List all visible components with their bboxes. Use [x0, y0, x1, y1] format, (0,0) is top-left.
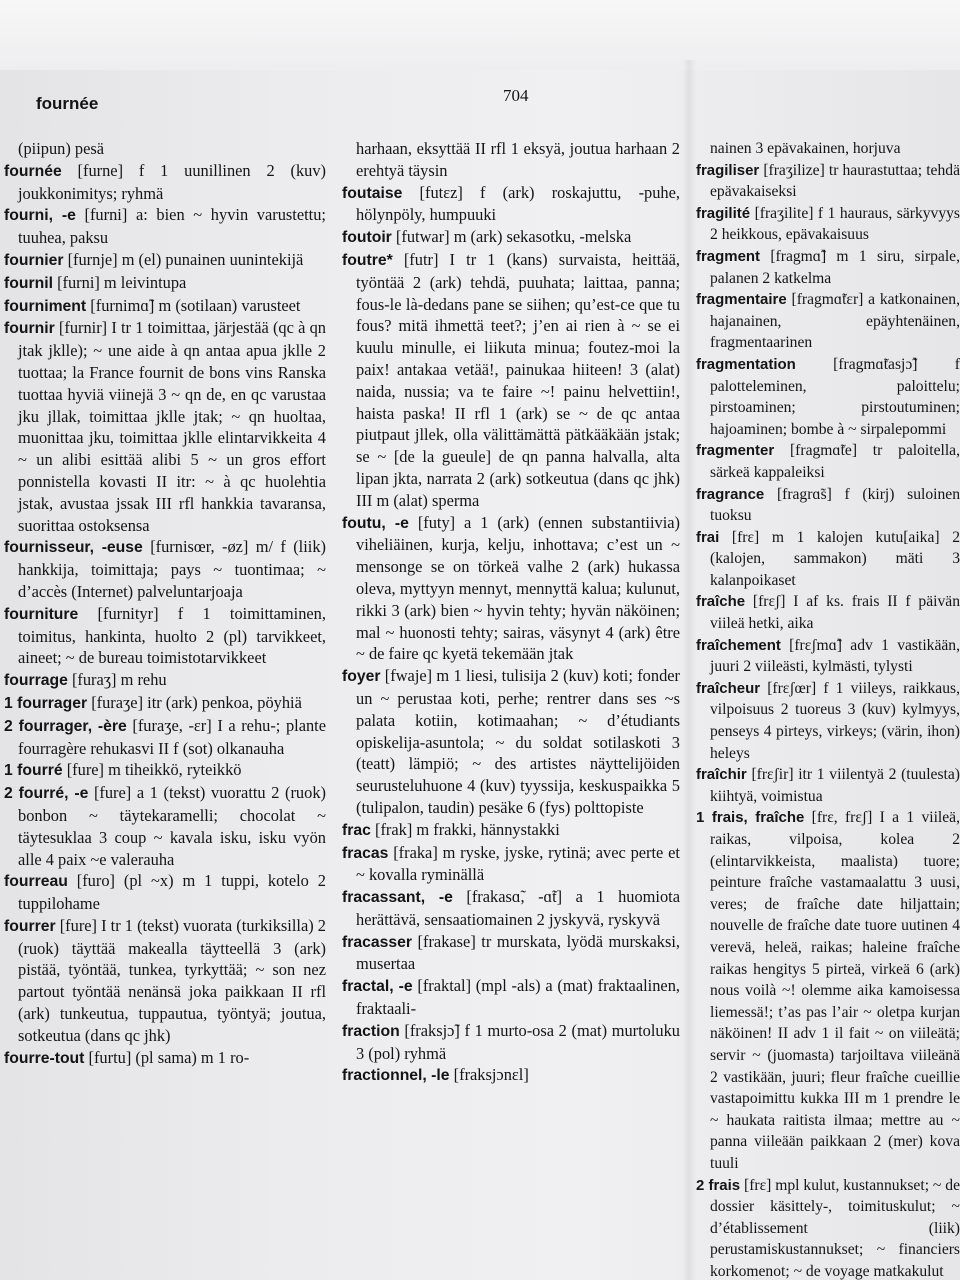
- dictionary-entry: [4, 1047, 326, 1070]
- entry-definition: [furnir] I tr 1 toimittaa, järjestää (qc à qn jtak jklle); ~ une aide à qn antaa apua jklle 2 tuottaa; la France fournit de bons vins Ranska tuottaa hyviä viinejä 3 ~ qn de, en qc varustaa jku jllak, toimittaa jklle jtak; ~ qn huoltaa, muonittaa jku, toimittaa jklle elintarvikkeita 4 ~ un alibi esittää alibi 5 ~ un gros effort ponnistella kovasti II itr: ~ à qc huolehtia jstak, avustaa jssak III rfl hankkia tavaransa, suorittaa ostoksensa: [18, 318, 326, 535]
- entry-headword: fourre-tout: [4, 1049, 85, 1067]
- entry-headword: fragmentation: [696, 355, 796, 373]
- dictionary-entry: [4, 204, 326, 249]
- dictionary-entry: [696, 527, 960, 592]
- entry-definition: [fragmɑ̃tasjɔ̃] f palotteleminen, paloittelu; pirstoaminen; pirstoutuminen; hajoaminen; bombe à ~ sirpalepommi: [710, 355, 960, 438]
- entry-definition: [fragmɑ̃tɛr] a katkonainen, hajanainen, epäyhtenäinen, fragmentaarinen: [710, 291, 960, 352]
- dictionary-entry: [342, 249, 680, 512]
- entry-definition: [fwaje] m 1 liesi, tulisija 2 (kuv) koti; fonder un ~ perustaa koti, perhe; rentrer dans ses ~s palata kotiin, kotimaahan; ~ d’étudiants opiskelija-asuntola; ~ du soldat sotilaskoti 3 (teatt) lämpiö; ~ des artistes näyttelijöiden seurusteluhuone 4 (kuv) tyyssija, keskuspaikka 5 (tulipalon, taudin) pesäke 6 (fys) polttopiste: [356, 666, 680, 817]
- entry-definition: [frɛʃœr] f 1 viileys, raikkaus, vilpoisuus 2 tuoreus 3 (kuv) kylmyys, penseys 4 pirteys, virkeys; (värin, ihon) heleys: [710, 679, 960, 762]
- dictionary-entry: [342, 819, 680, 842]
- page-gutter: [682, 60, 696, 1280]
- dictionary-entry: [696, 484, 960, 527]
- entry-definition: [furaʒe, -ɛr] I a rehu-; plante fourragère rehukasvi II f (sot) olkanauha: [18, 715, 326, 758]
- dictionary-entry: [4, 692, 326, 715]
- dictionary-entry: [4, 669, 326, 692]
- dictionary-entry: [342, 975, 680, 1020]
- entry-definition: [frɛ] m 1 kalojen kutu[aika] 2 (kalojen, sammakon) mäti 3 kalanpoikaset: [710, 528, 960, 589]
- entry-headword: foutu, -e: [342, 514, 409, 532]
- dictionary-entry: [696, 203, 960, 246]
- entry-definition: [furne] f 1 uunillinen 2 (kuv) joukkonimitys; ryhmä: [18, 160, 326, 203]
- dictionary-entry: [4, 295, 326, 318]
- entry-definition: (piipun) pesä: [18, 139, 105, 158]
- dictionary-entry: [4, 536, 326, 602]
- entry-headword: 1 fourré: [4, 762, 63, 780]
- entry-headword: fracasser: [342, 933, 412, 951]
- entry-definition: harhaan, eksyttää II rfl 1 eksyä, joutua harhaan 2 erehtyä täysin: [356, 139, 680, 180]
- entry-definition: [frɛʃ] I af ks. frais II f päivän viileä hetki, aika: [710, 593, 960, 633]
- entry-headword: fourrer: [4, 917, 56, 935]
- entry-headword: fourrage: [4, 672, 68, 690]
- entry-headword: fournée: [4, 162, 62, 180]
- entry-definition: [fraka] m ryske, jyske, rytinä; avec perte et ~ kovalla ryminällä: [356, 842, 680, 885]
- dictionary-entry: [696, 635, 960, 678]
- entry-definition: [furaʒ] m rehu: [71, 670, 167, 690]
- entry-headword: 1 fourrager: [4, 694, 88, 712]
- column-2: [342, 138, 680, 1280]
- entry-headword: 1 frais, fraîche: [696, 809, 805, 827]
- entry-definition: [frɛ] mpl kulut, kustannukset; ~ de dossier käsittely-, toimituskulut; ~ d’établissement (liik) perustamiskustannukset; ~ financiers korkomenot; ~ de voyage matkakulut: [710, 1176, 960, 1280]
- entry-definition: [furni] a: bien ~ hyvin varustettu; tuuhea, paksu: [18, 205, 326, 248]
- dictionary-entry: [342, 1064, 680, 1087]
- dictionary-entry: [696, 440, 960, 483]
- entry-definition: [furni] m leivintupa: [57, 272, 187, 292]
- entry-definition: [futwar] m (ark) sekasotku, -melska: [395, 227, 632, 247]
- entry-headword: fournir: [4, 320, 55, 338]
- entry-definition: [furtu] (pl sama) m 1 ro-: [88, 1047, 250, 1067]
- entry-headword: fracassant, -e: [342, 889, 453, 907]
- entry-definition: [frɛʃir] itr 1 viilentyä 2 (tuulesta) kiihtyä, voimistua: [710, 766, 960, 805]
- entry-definition: nainen 3 epävakainen, horjuva: [710, 140, 901, 157]
- dictionary-entry: [4, 272, 326, 295]
- dictionary-entry: [342, 1020, 680, 1065]
- entry-headword: fractal, -e: [342, 978, 413, 996]
- entry-definition: [frɛʃmɑ̃] adv 1 vastikään, juuri 2 viileästi, kylmästi, tylysti: [710, 636, 960, 676]
- entry-headword: fraîche: [696, 593, 746, 611]
- entry-definition: [furaʒe] itr (ark) penkoa, pöyhiä: [91, 692, 302, 712]
- dictionary-entry: [696, 764, 960, 807]
- entry-headword: fraîchement: [696, 636, 781, 654]
- entry-headword: frac: [342, 821, 371, 839]
- entry-definition: [fraktal] (mpl -als) a (mat) fraktaalinen, fraktaali-: [356, 976, 680, 1019]
- entry-definition: [fragmɑ̃] m 1 siru, sirpale, palanen 2 katkelma: [710, 247, 960, 287]
- entry-definition: [fragmɑ̃te] tr paloitella, särkeä kappaleiksi: [710, 442, 960, 481]
- dictionary-entry: [696, 807, 960, 1174]
- dictionary-entry: [696, 289, 960, 354]
- entry-definition: [furnje] m (el) punainen uunintekijä: [67, 249, 304, 269]
- entry-headword: 2 fourrager, -ère: [4, 717, 127, 735]
- dictionary-entry: [4, 870, 326, 915]
- dictionary-entry: [696, 591, 960, 634]
- entry-definition: [fraksjɔnɛl]: [453, 1065, 529, 1085]
- entry-headword: fournil: [4, 274, 53, 292]
- entry-headword: frai: [696, 528, 720, 546]
- entry-headword: fraction: [342, 1022, 400, 1040]
- entry-headword: fracas: [342, 844, 389, 862]
- entry-headword: fragilité: [696, 204, 751, 222]
- dictionary-entry: [4, 915, 326, 1047]
- entry-headword: fourni, -e: [4, 207, 76, 225]
- entry-definition: [fure] I tr 1 (tekst) vuorata (turkiksilla) 2 (ruok) täyttää makealla täytteellä 3 (ark) pistää, työntää, tunkea, tyrkyttää; ~ son nez partout työntää nenänsä joka paikkaan II rfl (ark) tunkeutua, tuppautua, työntyä; joutua, sotkeutua (dans qc jhk): [18, 915, 326, 1045]
- dictionary-entry: [696, 246, 960, 289]
- dictionary-entry: [4, 603, 326, 669]
- entry-headword: fourreau: [4, 873, 68, 891]
- entry-definition: [furo] (pl ~x) m 1 tuppi, kotelo 2 tuppilohame: [18, 871, 326, 914]
- dictionary-entry: [342, 886, 680, 931]
- dictionary-entry: [4, 138, 326, 160]
- entry-headword: fournier: [4, 251, 64, 269]
- entry-definition: [futr] I tr 1 (kans) survaista, heittää, työntää 2 (ark) tehdä, puuhata; laittaa, panna; fous-le là-dedans pane se siihen; qu’est-ce que tu fous? mitä ihmettä teet?; j’en ai rien à ~ se ei kuulu minulle, ei liikuta minua; foutez-moi la paix! antakaa vetää!, painukaa hiiteen! 3 (alat) naida, nussia; va te faire ~! painu helvettiin!, haista paska! II rfl 1 (ark) se ~ de qc antaa piutpaut jllek, olla välittämättä pätkääkään jstak; se ~ [de la gueule] de qn panna halvalla, alta lipan jkta, narrata 2 (ark) sotkeutua (dans qc jhk) III m (alat) sperma: [356, 249, 680, 510]
- entry-definition: [frakasɑ̃, -ɑ̃t] a 1 huomiota herättävä, sensaatiomainen 2 jyskyvä, ryskyvä: [356, 887, 680, 929]
- entry-definition: [fure] a 1 (tekst) vuorattu 2 (ruok) bonbon ~ täytekaramelli; chocolat ~ täytesuklaa 3 coup ~ kavala isku, isku vyön alle 4 paix ~e valerauha: [18, 783, 326, 869]
- entry-headword: fragrance: [696, 485, 765, 503]
- dictionary-entry: [4, 782, 326, 870]
- column-1: [4, 138, 326, 1280]
- dictionary-entry: [4, 715, 326, 760]
- entry-headword: fourniment: [4, 297, 87, 315]
- entry-headword: foyer: [342, 668, 381, 686]
- entry-definition: [fraksjɔ̃] f 1 murto-osa 2 (mat) murtoluku 3 (pol) ryhmä: [356, 1020, 680, 1063]
- dictionary-entry: [342, 226, 680, 249]
- entry-headword: fourniture: [4, 605, 79, 623]
- entry-headword: fractionnel, -le: [342, 1067, 450, 1085]
- entry-definition: [fragrɑ̃s] f (kirj) suloinen tuoksu: [710, 485, 960, 525]
- dictionary-entry: [342, 842, 680, 887]
- entry-definition: [frakase] tr murskata, lyödä murskaksi, musertaa: [356, 931, 680, 974]
- dictionary-entry: [342, 665, 680, 819]
- entry-headword: fraîcheur: [696, 679, 761, 697]
- entry-headword: fragment: [696, 247, 761, 265]
- entry-headword: foutaise: [342, 184, 403, 202]
- dictionary-entry: [696, 678, 960, 764]
- dictionary-entry: [342, 138, 680, 182]
- dictionary-entry: [4, 317, 326, 536]
- column-3: [696, 138, 960, 1280]
- entry-definition: [frɛ, frɛʃ] I a 1 viileä, raikas, vilpoisa, kolea 2 (elintarvikkeista, maalista) tuore; peinture fraîche vastamaalattu 3 uusi, veres; de fraîche date hiljattain; nouvelle de fraîche date tuore uutinen 4 verevä, heleä, raikas; haleine fraîche raikas hengitys 5 pirteä, virkeä 6 (ark) nous voilà ~! olemme aika kamoisessa liemessä!; t’as pas l’air ~ oletpa kurjan näköinen! II adv 1 il fait ~ on viileätä; servir ~ (juomasta) tarjoiltava viileänä 2 vastikään, juuri; fleur fraîche cueillie vastapoimittu kukka III m 1 prendre le ~ haukata raitista ilmaa; mettre au ~ panna viileään paikkaan 2 (mer) kova tuuli: [710, 809, 960, 1172]
- entry-headword: fournisseur, -euse: [4, 539, 143, 557]
- entry-definition: [furnityr] f 1 toimittaminen, toimitus, hankinta, huolto 2 (pl) tarvikkeet, aineet; ~ de bureau toimistotarvikkeet: [18, 603, 326, 668]
- dictionary-entry: [696, 160, 960, 203]
- dictionary-entry: [696, 354, 960, 440]
- dictionary-entry: [342, 182, 680, 227]
- page-top: [0, 0, 960, 70]
- entry-headword: fragiliser: [696, 161, 760, 179]
- entry-definition: [furnisœr, -øz] m/ f (liik) hankkija, toimittaja; pays ~ tuontimaa; ~ d’accès (Internet) palveluntarjoaja: [18, 537, 326, 601]
- dictionary-entry: [696, 138, 960, 160]
- dictionary-entry: [696, 1175, 960, 1280]
- entry-headword: foutoir: [342, 229, 392, 247]
- entry-headword: foutre*: [342, 251, 393, 269]
- dictionary-entry: [342, 931, 680, 976]
- entry-definition: [furnimɑ̃] m (sotilaan) varusteet: [90, 295, 301, 315]
- entry-headword: fragmentaire: [696, 291, 787, 309]
- entry-definition: [fraʒilite] f 1 hauraus, särkyvyys 2 heikkous, epävakaisuus: [710, 204, 960, 244]
- entry-headword: fragmenter: [696, 442, 775, 460]
- entry-headword: 2 fourré, -e: [4, 785, 89, 803]
- entry-definition: [frak] m frakki, hännystakki: [374, 819, 560, 839]
- dictionary-entry: [4, 160, 326, 205]
- dictionary-entry: [4, 249, 326, 272]
- dictionary-entry: [342, 512, 680, 666]
- entry-headword: 2 frais: [696, 1176, 741, 1194]
- page-number: 704: [503, 86, 529, 105]
- entry-headword: fraîchir: [696, 766, 747, 784]
- dictionary-entry: [4, 759, 326, 782]
- entry-definition: [fraʒilize] tr haurastuttaa; tehdä epävakaiseksi: [710, 161, 960, 201]
- entry-definition: [futy] a 1 (ark) (ennen substantiivia) viheliäinen, kurja, kelju, inhottava; c’est un ~ mensonge se on törkeä valhe 2 (ark) hukassa oleva, myttyyn mennyt, mennyttä kalua; kulunut, rikki 3 (ark) bien ~ hyvin tehty; hyvän näköinen; mal ~ huonosti tehty; sairas, väsynyt 4 (ark) être ~ de faire qc kyetä tekemään jtak: [356, 512, 680, 664]
- entry-definition: [futɛz] f (ark) roskajuttu, -puhe, hölynpöly, humpuuki: [356, 182, 680, 225]
- guide-word: fournée: [36, 94, 99, 113]
- entry-definition: [fure] m tiheikkö, ryteikkö: [66, 760, 242, 780]
